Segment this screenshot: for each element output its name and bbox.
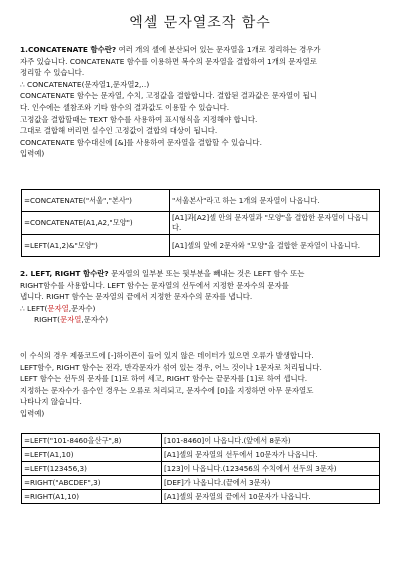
description-cell: [A1]과[A2]셀 안의 문자열과 "모양"을 결합한 문자열이 나옵니다.: [170, 212, 380, 235]
paragraph-text: 여러 개의 셀에 분산되어 있는 문자열을 1개로 정리하는 경우가: [116, 45, 321, 54]
section-concatenate-text: [20, 44, 382, 160]
paragraph-text: CONCATENATE 함수대신에 [&]를 사용하여 문자열을 결합할 수 있습니다.: [20, 137, 262, 147]
table-row: [22, 434, 380, 448]
table-row: [22, 476, 380, 490]
formula-cell: =CONCATENATE("서울","본사"): [22, 190, 170, 212]
example-label: 입력예): [20, 408, 45, 418]
description-cell: [A1]셀의 문자열의 끝에서 10문자가 나옵니다.: [162, 490, 380, 504]
description-cell: [A1]셀의 문자열의 선두에서 10문자가 나옵니다.: [162, 448, 380, 462]
description-cell: "서울본사"라고 하는 1개의 문자열이 나옵니다.: [170, 190, 380, 212]
paragraph-text: 고정값을 결합할때는 TEXT 함수를 사용하여 표시형식을 지정해야 합니다.: [20, 114, 258, 124]
section-left-right-notes: [20, 350, 382, 420]
formula-cell: =RIGHT(A1,10): [22, 490, 162, 504]
paragraph-text: 지정하는 문자수가 음수인 경우는 오류로 처리되고, 문자수에 [0]을 지정하면 아무 문자열도: [20, 385, 314, 395]
table-row: [22, 235, 380, 257]
description-cell: [DEF]가 나옵니다.(끝에서 3문자): [162, 476, 380, 490]
paragraph-text: 다. 인수에는 셀참조와 기타 함수의 결과값도 이용할 수 있습니다.: [20, 102, 230, 112]
table-row: [22, 448, 380, 462]
function-syntax: ∴ CONCATENATE(문자열1,문자열2,‥): [20, 79, 150, 89]
section-heading: 2. LEFT, RIGHT 함수란?: [20, 269, 109, 278]
function-syntax-right: RIGHT(문자열,문자수): [34, 315, 109, 325]
example-label: 입력예): [20, 149, 45, 159]
paragraph-text: 이 수식의 경우 제품코드에 [-]하이픈이 들어 있지 않은 데이터가 있으면 오류가 발생합니다.: [20, 351, 314, 360]
description-cell: [101-8460]이 나옵니다.(앞에서 8문자): [162, 434, 380, 448]
paragraph-text: CONCATENATE 함수는 문자열, 수치, 고정값을 결합합니다. 결합된 결과값은 문자열이 됩니: [20, 91, 317, 101]
table-row: [22, 490, 380, 504]
formula-cell: =LEFT("101-8460을산구",8): [22, 434, 162, 448]
document-title: 엑셀 문자열조작 함수: [129, 15, 271, 31]
formula-cell: =CONCATENATE(A1,A2,"모양"): [22, 212, 170, 235]
formula-cell: =LEFT(A1,2)&"모양"): [22, 235, 170, 257]
paragraph-text: LEFT 함수는 선두의 문자를 [1]로 하여 세고, RIGHT 함수는 끝문자를 [1]로 하여 셉니다.: [20, 374, 308, 384]
concatenate-example-table: [21, 189, 380, 257]
description-cell: [123]이 나옵니다.(123456의 수치에서 선두의 3문자): [162, 462, 380, 476]
formula-cell: =RIGHT("ABCDEF",3): [22, 476, 162, 490]
table-row: [22, 212, 380, 235]
paragraph-text: 문자열의 일부분 또는 뒷부분을 빼내는 것은 LEFT 함수 또는: [108, 269, 305, 278]
description-cell: [A1]셀의 앞에 2문자와 "모양"을 결합한 문자열이 나옵니다.: [170, 235, 380, 257]
paragraph-text: 정리할 수 있습니다.: [20, 68, 85, 78]
paragraph-text: 나타나지 않습니다.: [20, 397, 82, 407]
paragraph-text: 그대로 결합해 버리면 실수인 고정값이 결합의 대상이 됩니다.: [20, 126, 218, 136]
paragraph-text: 냅니다. RIGHT 함수는 문자열의 끝에서 지정한 문자수의 문자를 냅니다.: [20, 292, 253, 302]
table-row: [22, 462, 380, 476]
formula-cell: =LEFT(A1,10): [22, 448, 162, 462]
table-row: [22, 190, 380, 212]
paragraph-text: LEFT함수, RIGHT 함수는 전각, 반각문자가 섞여 있는 경우, 어느 것이나 1문자로 처리됩니다.: [20, 362, 322, 372]
section-heading: 1.CONCATENATE 함수란?: [20, 45, 117, 54]
paragraph-text: 자주 있습니다. CONCATENATE 함수를 이용하면 복수의 문자열을 결합하여 1개의 문자열로: [20, 56, 317, 66]
function-syntax-left: ∴ LEFT(문자열,문자수): [20, 303, 96, 313]
paragraph-text: RIGHT함수를 사용합니다. LEFT 함수는 문자열의 선두에서 지정한 문자수의 문자를: [20, 280, 289, 290]
formula-cell: =LEFT(123456,3): [22, 462, 162, 476]
section-left-right-text: [20, 268, 382, 326]
left-right-example-table: [21, 433, 380, 504]
